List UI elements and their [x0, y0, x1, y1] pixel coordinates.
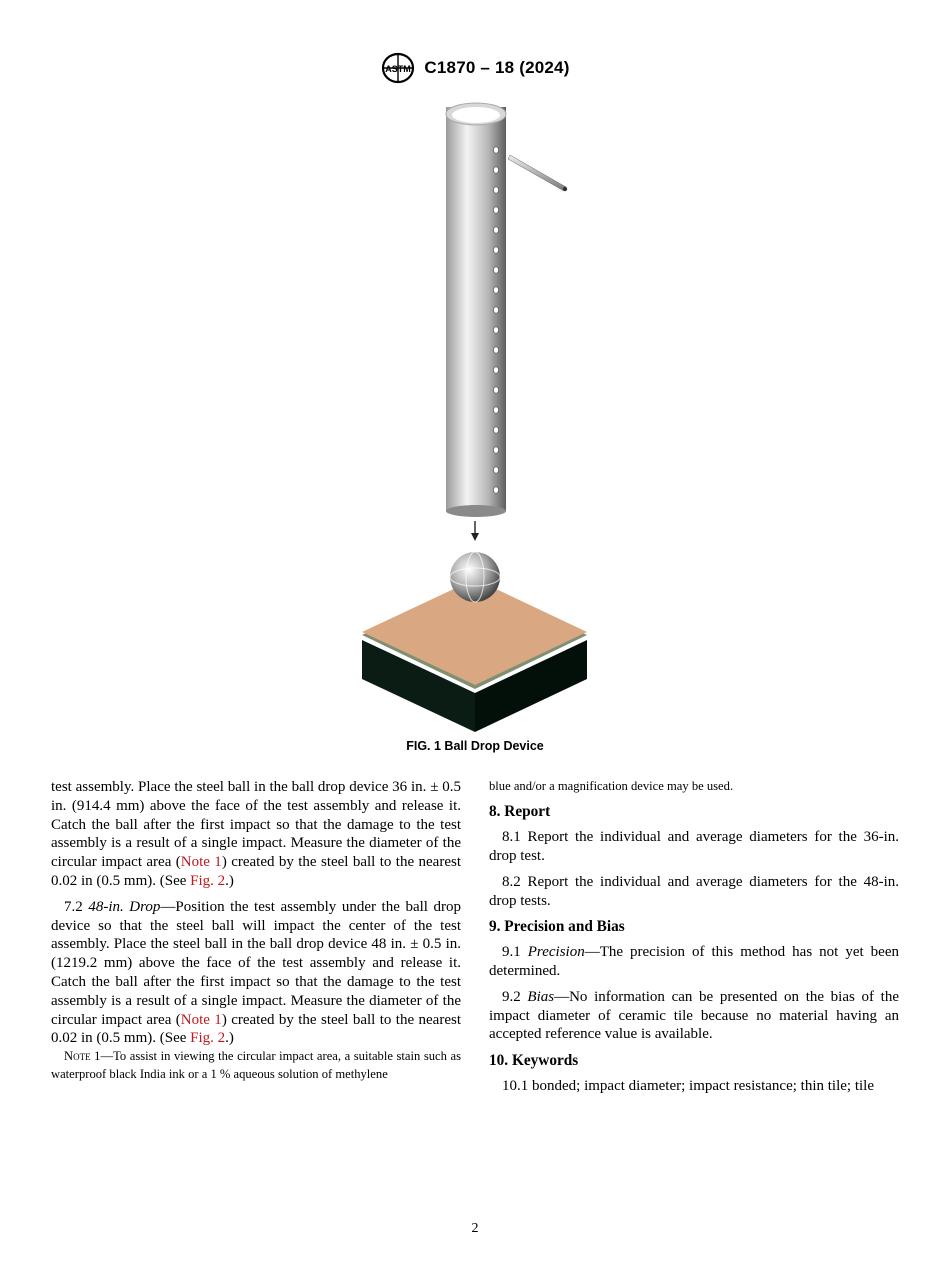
paragraph-10-1: 10.1 bonded; impact diameter; impact resistance; thin tile; tile: [502, 1077, 874, 1094]
note-1: Note 1—To assist in viewing the circular impact area, a suitable stain such as waterproof black India ink or a 1 % aqueous solution of methylene: [51, 1049, 462, 1081]
note-1-continued: blue and/or a magnification device may be used.: [489, 779, 734, 793]
paragraph-8-1: 8.1 Report the individual and average diameters for the 36-in. drop test.: [489, 829, 899, 864]
note-1-link[interactable]: Note 1: [180, 1011, 222, 1028]
paragraph-7-2: 7.2 48-in. Drop—Position the test assembly under the ball drop device so that the steel ball will impact the center of the test assembly. Place the steel ball in the ball drop device 48 in. ± 0.5 in. (1219.2 mm) above the face of the test assembly and release it. Catch the ball after the first impact so that the damage to the test assembly is a result of a single impact. Measure the diameter of the circular impact area (Note 1) created by the steel ball to the nearest 0.02 in (0.5 mm). (See Fig. 2.): [51, 898, 461, 1047]
right-column: [489, 778, 899, 1096]
ball-drop-device-figure: [340, 95, 610, 740]
paragraph-9-1: 9.1 Precision—The precision of this method has not yet been determined.: [489, 944, 899, 979]
fig-2-link[interactable]: Fig. 2: [190, 872, 226, 889]
astm-logo-icon: [380, 52, 416, 84]
figure-caption: FIG. 1 Ball Drop Device: [406, 739, 544, 753]
drop-tube: [446, 103, 506, 517]
fig-2-link[interactable]: Fig. 2: [190, 1030, 226, 1047]
left-column: [51, 778, 461, 1083]
section-title-48-in-drop: 48-in. Drop: [88, 898, 161, 915]
paragraph-9-2: 9.2 Bias—No information can be presented on the bias of the impact diameter of ceramic tile because no material having an accepted reference value is available.: [489, 988, 900, 1043]
note-1-link[interactable]: Note 1: [180, 854, 222, 871]
section-heading-report: 8. Report: [489, 803, 551, 821]
drop-direction-arrow-icon: [471, 521, 479, 541]
paragraph-8-2: 8.2 Report the individual and average diameters for the 48-in. drop tests.: [489, 873, 899, 909]
section-heading-keywords: 10. Keywords: [489, 1052, 579, 1070]
standard-designation: C1870 – 18 (2024): [424, 58, 570, 77]
note-label: Note 1: [64, 1049, 101, 1064]
page-number: 2: [471, 1221, 479, 1236]
page-header: [0, 50, 950, 86]
steel-ball: [450, 552, 500, 602]
section-heading-precision-and-bias: 9. Precision and Bias: [489, 918, 625, 936]
paragraph-7-1-continued: test assembly. Place the steel ball in the ball drop device 36 in. ± 0.5 in. (914.4 mm) above the face of the test assembly and release it. Catch the ball after the first impact so that the damage to the test assembly is a result of a single impact. Measure the diameter of the circular impact area (Note 1) created by the steel ball to the nearest 0.02 in (0.5 mm). (See Fig. 2.): [51, 779, 461, 889]
svg-text:ASTM: ASTM: [385, 64, 412, 74]
release-pin: [508, 155, 567, 191]
